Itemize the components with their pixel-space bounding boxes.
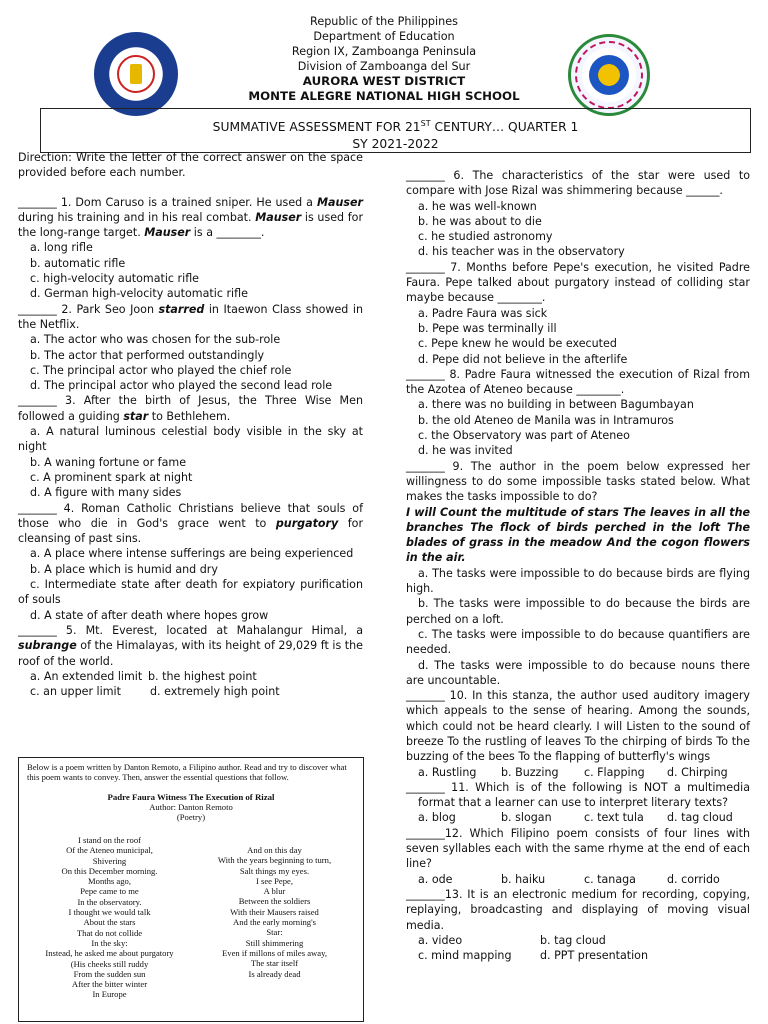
question-11: _______ 11. Which is of the following is NOT a multimedia format that a learner can use to interpret literary texts? [406, 780, 750, 810]
poem-line: I stand on the roof [77, 835, 141, 845]
poem-line: The star itself [250, 958, 299, 969]
option: b. automatic rifle [30, 256, 126, 270]
option: c. tanaga [584, 872, 636, 886]
option: a. video [418, 933, 463, 947]
option: b. Pepe was terminally ill [418, 321, 557, 335]
option: c. the Observatory was part of Ateneo [418, 429, 630, 443]
poem-line: After the bitter winter [71, 979, 148, 990]
question-1: _______ 1. Dom Caruso is a trained sniper. He used a Mauser during his training and in his real combat. Mauser is used for the long-range target. Mauser is a ________. [18, 195, 364, 240]
poem-intro: Below is a poem written by Danton Remoto, a Filipino author. Read and try to discover what this poem wants to convey. Then, answer the essential questions that follow. [27, 762, 347, 783]
right-column [406, 168, 750, 963]
option-row [18, 684, 363, 699]
poem-line: About the stars [83, 917, 136, 928]
option: b. he was about to die [418, 214, 542, 228]
poem-line: With the years beginning to turn, [217, 855, 332, 866]
option: d. corrido [667, 872, 720, 886]
option: c. Flapping [584, 765, 645, 779]
poem-author: Author: Danton Remoto [149, 801, 233, 812]
poem-line: Of the Ateneo municipal, [66, 845, 153, 856]
option: b. The tasks were impossible to do because the birds are perched on a loft. [406, 597, 750, 626]
poem-line: Even if millons of miles away, [222, 947, 327, 958]
option: a. Rustling [418, 765, 477, 779]
option: c. Intermediate state after death for expiatory purification of souls [18, 578, 363, 607]
option-row [406, 810, 750, 825]
poem-line: Shivering [92, 855, 127, 866]
header-line-republic: Republic of the Philippines [310, 15, 458, 28]
poem-line: Between the soldiers [238, 896, 311, 907]
header-district: AURORA WEST DISTRICT [302, 74, 466, 88]
question-9-quote: I will Count the multitude of stars The leaves in all the branches The flock of birds perched in the loft The blades of grass in the meadow And the cogon flowers in the air. [406, 505, 750, 565]
option: c. Pepe knew he would be executed [418, 337, 617, 351]
poem-line: I thought we would talk [68, 907, 151, 918]
option: d. PPT presentation [540, 949, 648, 963]
poem-line: And the early morning's [233, 917, 316, 928]
poem-line: On this December morning. [61, 865, 158, 876]
option: c. The tasks were impossible to do because quantifiers are needed. [406, 627, 750, 657]
assessment-title-box [40, 108, 751, 153]
option: d. Chirping [667, 765, 728, 779]
question-10: _______ 10. In this stanza, the author used auditory imagery which appeals to the sense of hearing. Among the sounds, which could not be heard clearly. I will Listen to the sound of breeze To the rustling of leaves To the chirping of birds To the buzzing of the bees To the flapping of butterfly's wings [406, 689, 750, 764]
option: c. high-velocity automatic rifle [30, 272, 200, 286]
option: b. A waning fortune or fame [30, 455, 187, 469]
option: c. mind mapping [418, 949, 512, 963]
option: d. his teacher was in the observatory [418, 245, 625, 259]
option: b. the old Ateneo de Manila was in Intramuros [418, 413, 674, 427]
poem-line: That do not collide [76, 927, 143, 938]
option-row [18, 669, 363, 684]
poem-line: (His cheeks still ruddy [70, 958, 149, 969]
poem-line: Still shimmering [245, 937, 304, 948]
question-6: _______ 6. The characteristics of the star were used to compare with Jose Rizal was shimmering because ______. [406, 169, 750, 198]
option: d. tag cloud [667, 811, 733, 825]
poem-line: Instead, he asked me about purgatory [45, 948, 174, 959]
poem-line: A blur [263, 886, 286, 897]
option: a. he was well-known [418, 199, 537, 213]
option: a. there was no building in between Bagumbayan [418, 398, 694, 412]
option: a. ode [418, 872, 453, 886]
option: d. Pepe did not believe in the afterlife [418, 352, 628, 366]
poem-line: Salt things my eyes. [239, 865, 310, 876]
assessment-title: SUMMATIVE ASSESSMENT FOR 21ST CENTURY… QUARTER 1 [212, 119, 579, 135]
option: c. text tula [584, 811, 644, 825]
direction: Direction: Write the letter of the correct answer on the space provided before each number. [18, 151, 363, 180]
option: a. An extended limit [30, 669, 143, 683]
option: c. A prominent spark at night [30, 470, 193, 484]
option-row [406, 933, 750, 948]
poem-line: From the sudden sun [73, 968, 146, 979]
option: b. slogan [501, 811, 552, 825]
header-school: MONTE ALEGRE NATIONAL HIGH SCHOOL [248, 89, 520, 103]
left-column [18, 150, 363, 699]
poem-genre: (Poetry) [176, 812, 206, 823]
poem-stanza-right [192, 835, 357, 1000]
option: b. haiku [501, 872, 546, 886]
option-row [406, 872, 750, 887]
option: a. The tasks were impossible to do because birds are flying high. [406, 566, 750, 596]
school-year: SY 2021-2022 [352, 137, 439, 152]
poem-title: Padre Faura Witness The Execution of Rizal [107, 791, 275, 802]
poem-stanzas [27, 835, 357, 1000]
poem-line: With their Mausers raised [230, 906, 319, 917]
option: a. The actor who was chosen for the sub-role [30, 333, 281, 347]
poem-line: Pepe came to me [80, 886, 139, 897]
option: b. Buzzing [501, 765, 559, 779]
poem-stanza-left [27, 835, 192, 1000]
poem-line: And on this day [247, 845, 302, 855]
letterhead [0, 14, 768, 104]
poem-line: In Europe [92, 989, 127, 1000]
header-line-region: Region IX, Zamboanga Peninsula [291, 45, 477, 58]
option: b. The actor that performed outstandingly [30, 348, 265, 362]
question-9: _______ 9. The author in the poem below expressed her willingness to do some impossible tasks stated below. What makes the tasks impossible to do? [406, 459, 750, 504]
question-5: _______ 5. Mt. Everest, located at Mahalangur Himal, a subrange of the Himalayas, with its height of 29,029 ft is the roof of the world. [18, 623, 363, 668]
option: b. A place which is humid and dry [30, 562, 218, 576]
option: d. A state of after death where hopes grow [30, 608, 269, 622]
option: c. he studied astronomy [418, 230, 553, 244]
option: d. he was invited [418, 444, 513, 458]
option: b. the highest point [148, 669, 257, 683]
option: b. tag cloud [540, 933, 606, 947]
option: c. The principal actor who played the chief role [30, 363, 292, 377]
option: d. A figure with many sides [30, 486, 182, 500]
poem-line: In the observatory. [77, 896, 142, 907]
question-4: _______ 4. Roman Catholic Christians believe that souls of those who die in God's grace went to purgatory for cleansing of past sins. [18, 501, 364, 546]
poem-line: Is already dead [248, 968, 301, 979]
poem-line: Star: [266, 927, 283, 938]
question-3: _______ 3. After the birth of Jesus, the Three Wise Men followed a guiding star to Bethlehem. [18, 394, 363, 423]
option: d. The principal actor who played the second lead role [30, 379, 333, 393]
question-8: _______ 8. Padre Faura witnessed the execution of Rizal from the Azotea of Ateneo because ________. [406, 367, 750, 397]
option: d. The tasks were impossible to do because nouns there are uncountable. [406, 658, 750, 687]
option-row [406, 765, 750, 780]
header-line-division: Division of Zamboanga del Sur [297, 60, 471, 73]
poem-line: In the sky: [91, 937, 128, 948]
option: d. German high-velocity automatic rifle [30, 287, 248, 301]
option: c. an upper limit [30, 685, 121, 699]
option: a. blog [418, 811, 456, 825]
option: a. A place where intense sufferings are being experienced [30, 547, 354, 561]
poem-line: I see Pepe, [256, 875, 293, 886]
poem-line: Months ago, [88, 876, 131, 887]
question-2: _______ 2. Park Seo Joon starred in Itaewon Class showed in the Netflix. [18, 302, 363, 331]
option-row [406, 948, 750, 963]
option: a. long rifle [30, 241, 93, 255]
option: a. Padre Faura was sick [418, 306, 548, 320]
question-13: _______13. It is an electronic medium for recording, copying, replaying, broadcasting and displaying of moving visual media. [406, 887, 750, 932]
question-7: _______ 7. Months before Pepe's execution, he visited Padre Faura. Pepe talked about purgatory instead of colliding star maybe because ________. [406, 260, 750, 305]
option: a. A natural luminous celestial body visible in the sky at night [18, 425, 363, 454]
poem-box [18, 757, 364, 1022]
header-line-department: Department of Education [313, 30, 455, 43]
question-12: _______12. Which Filipino poem consists of four lines with seven syllables each with the same rhyme at the end of each line? [406, 826, 750, 871]
option: d. extremely high point [150, 685, 280, 699]
